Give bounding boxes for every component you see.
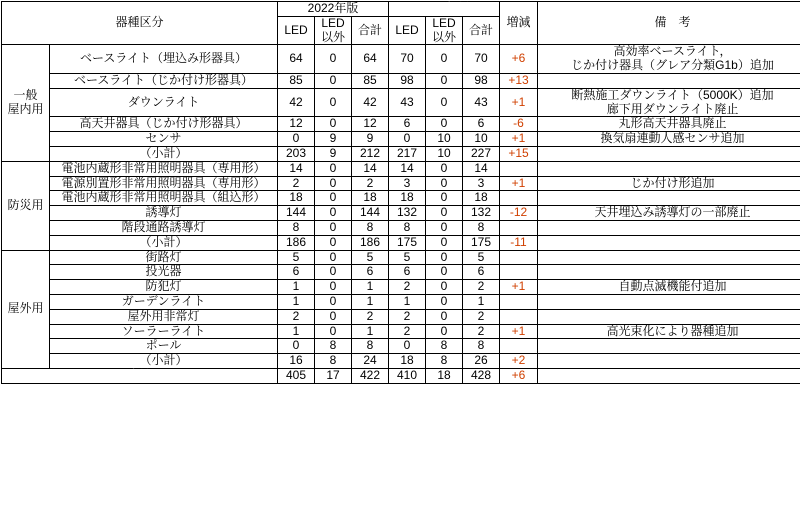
- v-2025-led: 2: [389, 280, 426, 295]
- v-note: [538, 265, 800, 280]
- v-2022-led: 1: [278, 294, 315, 309]
- v-2022-nonled: 0: [315, 161, 352, 176]
- table-row: [2, 294, 800, 309]
- v-2022-total: 64: [352, 45, 389, 74]
- v-2022-led: 0: [278, 339, 315, 354]
- header-2022-total: 合計: [352, 16, 389, 45]
- v-2025-total: 98: [463, 73, 500, 88]
- v-2025-led: 70: [389, 45, 426, 74]
- v-2025-nonled: 0: [426, 280, 463, 295]
- v-2022-led: 16: [278, 354, 315, 369]
- v-2025-nonled: 0: [426, 324, 463, 339]
- v-note: [538, 294, 800, 309]
- v-2022-total: 9: [352, 132, 389, 147]
- v-2022-led: 14: [278, 161, 315, 176]
- v-2022-nonled: 0: [315, 294, 352, 309]
- v-2022-total: 1: [352, 324, 389, 339]
- v-2025-nonled: 10: [426, 146, 463, 161]
- v-note: じか付け形追加: [538, 176, 800, 191]
- v-diff: +1: [500, 88, 538, 117]
- v-2022-nonled: 0: [315, 324, 352, 339]
- v-2025-total: 70: [463, 45, 500, 74]
- v-diff: [500, 250, 538, 265]
- v-2022-nonled: 0: [315, 176, 352, 191]
- v-2025-nonled: 0: [426, 45, 463, 74]
- v-diff: +1: [500, 132, 538, 147]
- total-diff: +6: [500, 368, 538, 383]
- v-2022-nonled: 9: [315, 132, 352, 147]
- v-2025-total: 2: [463, 280, 500, 295]
- v-2025-nonled: 0: [426, 309, 463, 324]
- v-2022-total: 1: [352, 280, 389, 295]
- total-label: 合計: [2, 368, 278, 383]
- subtotal-row: [2, 235, 800, 250]
- v-2022-total: 18: [352, 191, 389, 206]
- v-diff: +15: [500, 146, 538, 161]
- row-name: 電源別置形非常用照明器具（専用形）: [50, 176, 278, 191]
- total-2025-total: 428: [463, 368, 500, 383]
- v-diff: +6: [500, 45, 538, 74]
- v-diff: [500, 294, 538, 309]
- row-name: ポール: [50, 339, 278, 354]
- v-2022-total: 12: [352, 117, 389, 132]
- header-2022-led: LED: [278, 16, 315, 45]
- v-2025-led: 3: [389, 176, 426, 191]
- row-name: ダウンライト: [50, 88, 278, 117]
- row-name: 屋外用非常灯: [50, 309, 278, 324]
- table-row: [2, 117, 800, 132]
- v-2025-led: 5: [389, 250, 426, 265]
- v-diff: +1: [500, 176, 538, 191]
- v-2022-led: 64: [278, 45, 315, 74]
- v-2022-total: 144: [352, 206, 389, 221]
- v-2022-led: 1: [278, 280, 315, 295]
- v-2022-led: 18: [278, 191, 315, 206]
- v-2025-nonled: 0: [426, 294, 463, 309]
- v-2022-led: 203: [278, 146, 315, 161]
- row-name: （小計）: [50, 235, 278, 250]
- v-diff: -12: [500, 206, 538, 221]
- v-2025-nonled: 10: [426, 132, 463, 147]
- v-2025-nonled: 0: [426, 176, 463, 191]
- v-note: 天井埋込み誘導灯の一部廃止: [538, 206, 800, 221]
- v-2022-nonled: 0: [315, 73, 352, 88]
- v-note: [538, 339, 800, 354]
- v-2025-nonled: 0: [426, 206, 463, 221]
- v-2022-nonled: 0: [315, 280, 352, 295]
- v-diff: [500, 161, 538, 176]
- v-note: 自動点滅機能付追加: [538, 280, 800, 295]
- subtotal-row: [2, 146, 800, 161]
- table-row: [2, 88, 800, 117]
- header-category: 器種区分: [2, 2, 278, 45]
- table-row: [2, 265, 800, 280]
- v-2025-nonled: 0: [426, 161, 463, 176]
- header-diff: 増減: [500, 2, 538, 45]
- total-row: [2, 368, 800, 383]
- v-2022-total: 6: [352, 265, 389, 280]
- v-2025-nonled: 0: [426, 191, 463, 206]
- table-row: [2, 176, 800, 191]
- v-2025-total: 14: [463, 161, 500, 176]
- v-note: 高効率ベースライト， じか付け器具（グレア分類G1b）追加: [538, 45, 800, 74]
- row-name: 階段通路誘導灯: [50, 220, 278, 235]
- table-row: [2, 309, 800, 324]
- v-2025-nonled: 0: [426, 73, 463, 88]
- v-2025-led: 18: [389, 354, 426, 369]
- v-2022-nonled: 0: [315, 117, 352, 132]
- v-2022-led: 6: [278, 265, 315, 280]
- table-row: [2, 250, 800, 265]
- equipment-comparison-table: [1, 1, 800, 384]
- v-note: [538, 146, 800, 161]
- v-2022-nonled: 8: [315, 354, 352, 369]
- v-2022-led: 5: [278, 250, 315, 265]
- v-2022-led: 144: [278, 206, 315, 221]
- v-2022-led: 12: [278, 117, 315, 132]
- v-2022-nonled: 0: [315, 235, 352, 250]
- v-2025-total: 26: [463, 354, 500, 369]
- v-2022-nonled: 0: [315, 309, 352, 324]
- category-label: 一般 屋内用: [2, 45, 50, 161]
- v-2022-total: 14: [352, 161, 389, 176]
- v-note: 換気扇連動人感センサ追加: [538, 132, 800, 147]
- v-2025-total: 18: [463, 191, 500, 206]
- v-2025-nonled: 0: [426, 88, 463, 117]
- v-2022-led: 186: [278, 235, 315, 250]
- v-2025-total: 1: [463, 294, 500, 309]
- v-2022-nonled: 0: [315, 265, 352, 280]
- v-diff: [500, 265, 538, 280]
- v-2022-total: 8: [352, 339, 389, 354]
- v-2022-led: 2: [278, 176, 315, 191]
- table-row: [2, 161, 800, 176]
- v-2022-nonled: 0: [315, 45, 352, 74]
- subtotal-row: [2, 354, 800, 369]
- v-2025-led: 1: [389, 294, 426, 309]
- table-row: [2, 191, 800, 206]
- v-2022-total: 24: [352, 354, 389, 369]
- v-2025-led: 2: [389, 324, 426, 339]
- v-2025-nonled: 0: [426, 220, 463, 235]
- table-row: [2, 220, 800, 235]
- v-2025-led: 6: [389, 117, 426, 132]
- v-2025-total: 132: [463, 206, 500, 221]
- v-2022-led: 85: [278, 73, 315, 88]
- v-note: [538, 250, 800, 265]
- v-2025-led: 6: [389, 265, 426, 280]
- v-diff: -6: [500, 117, 538, 132]
- row-name: ベースライト（埋込み形器具）: [50, 45, 278, 74]
- v-note: [538, 235, 800, 250]
- table-row: [2, 73, 800, 88]
- v-2022-total: 2: [352, 176, 389, 191]
- v-2025-led: 18: [389, 191, 426, 206]
- v-note: 断熱施工ダウンライト（5000K）追加 廊下用ダウンライト廃止: [538, 88, 800, 117]
- row-name: ガーデンライト: [50, 294, 278, 309]
- row-name: （小計）: [50, 354, 278, 369]
- v-2022-nonled: 8: [315, 339, 352, 354]
- header-2022-nonled: LED 以外: [315, 16, 352, 45]
- row-name: 投光器: [50, 265, 278, 280]
- v-2022-nonled: 0: [315, 250, 352, 265]
- v-note: [538, 161, 800, 176]
- v-2022-led: 42: [278, 88, 315, 117]
- v-2025-total: 8: [463, 220, 500, 235]
- v-2025-led: 175: [389, 235, 426, 250]
- row-name: センサ: [50, 132, 278, 147]
- row-name: （小計）: [50, 146, 278, 161]
- v-2025-nonled: 0: [426, 117, 463, 132]
- v-2025-nonled: 0: [426, 265, 463, 280]
- v-2022-total: 8: [352, 220, 389, 235]
- v-2022-led: 8: [278, 220, 315, 235]
- v-diff: [500, 339, 538, 354]
- v-diff: +13: [500, 73, 538, 88]
- v-2022-total: 42: [352, 88, 389, 117]
- v-2025-led: 0: [389, 339, 426, 354]
- category-label: 屋外用: [2, 250, 50, 368]
- header-group-2025: 2025年版: [389, 2, 500, 17]
- v-2022-total: 186: [352, 235, 389, 250]
- v-2025-total: 6: [463, 265, 500, 280]
- v-2025-led: 8: [389, 220, 426, 235]
- v-2025-nonled: 8: [426, 339, 463, 354]
- row-name: 高天井器具（じか付け形器具）: [50, 117, 278, 132]
- v-2025-led: 14: [389, 161, 426, 176]
- v-2025-total: 10: [463, 132, 500, 147]
- total-note: [538, 368, 800, 383]
- v-2022-nonled: 9: [315, 146, 352, 161]
- header-note: 備 考: [538, 2, 800, 45]
- header-2025-total: 合計: [463, 16, 500, 45]
- v-2025-total: 227: [463, 146, 500, 161]
- v-2022-nonled: 0: [315, 191, 352, 206]
- v-diff: +1: [500, 324, 538, 339]
- row-name: 誘導灯: [50, 206, 278, 221]
- v-2025-led: 217: [389, 146, 426, 161]
- v-2025-total: 5: [463, 250, 500, 265]
- v-diff: +1: [500, 280, 538, 295]
- v-2025-total: 43: [463, 88, 500, 117]
- row-name: 街路灯: [50, 250, 278, 265]
- v-2022-total: 212: [352, 146, 389, 161]
- v-diff: [500, 220, 538, 235]
- row-name: 電池内蔵形非常用照明器具（組込形）: [50, 191, 278, 206]
- v-diff: [500, 309, 538, 324]
- v-2025-nonled: 0: [426, 250, 463, 265]
- v-2022-total: 2: [352, 309, 389, 324]
- v-2022-total: 85: [352, 73, 389, 88]
- category-label: 防災用: [2, 161, 50, 250]
- v-2025-led: 98: [389, 73, 426, 88]
- v-note: 高光束化により器種追加: [538, 324, 800, 339]
- v-diff: +2: [500, 354, 538, 369]
- total-2022-total: 422: [352, 368, 389, 383]
- total-2025-led: 410: [389, 368, 426, 383]
- total-2022-nonled: 17: [315, 368, 352, 383]
- total-2022-led: 405: [278, 368, 315, 383]
- table-row: [2, 45, 800, 74]
- row-name: 防犯灯: [50, 280, 278, 295]
- v-2022-total: 5: [352, 250, 389, 265]
- v-note: [538, 73, 800, 88]
- table-row: [2, 339, 800, 354]
- header-row-groups: [2, 2, 800, 17]
- v-note: 丸形高天井器具廃止: [538, 117, 800, 132]
- v-2025-total: 8: [463, 339, 500, 354]
- v-2025-nonled: 8: [426, 354, 463, 369]
- v-2025-total: 2: [463, 324, 500, 339]
- v-2025-led: 43: [389, 88, 426, 117]
- v-diff: [500, 191, 538, 206]
- v-2025-led: 132: [389, 206, 426, 221]
- v-2022-led: 2: [278, 309, 315, 324]
- v-2022-nonled: 0: [315, 88, 352, 117]
- table-row: [2, 324, 800, 339]
- total-2025-nonled: 18: [426, 368, 463, 383]
- row-name: ソーラーライト: [50, 324, 278, 339]
- v-2025-total: 175: [463, 235, 500, 250]
- row-name: 電池内蔵形非常用照明器具（専用形）: [50, 161, 278, 176]
- v-2022-nonled: 0: [315, 220, 352, 235]
- row-name: ベースライト（じか付け形器具）: [50, 73, 278, 88]
- v-diff: -11: [500, 235, 538, 250]
- v-note: [538, 220, 800, 235]
- header-group-2022: 2022年版: [278, 2, 389, 17]
- v-2025-total: 3: [463, 176, 500, 191]
- v-note: [538, 191, 800, 206]
- header-2025-led: LED: [389, 16, 426, 45]
- table-row: [2, 206, 800, 221]
- v-2025-total: 6: [463, 117, 500, 132]
- v-2022-led: 1: [278, 324, 315, 339]
- table-row: [2, 132, 800, 147]
- v-2025-led: 0: [389, 132, 426, 147]
- v-2025-led: 2: [389, 309, 426, 324]
- table-row: [2, 280, 800, 295]
- v-note: [538, 354, 800, 369]
- v-2022-led: 0: [278, 132, 315, 147]
- v-2025-nonled: 0: [426, 235, 463, 250]
- v-2022-total: 1: [352, 294, 389, 309]
- header-2025-nonled: LED 以外: [426, 16, 463, 45]
- v-note: [538, 309, 800, 324]
- v-2025-total: 2: [463, 309, 500, 324]
- v-2022-nonled: 0: [315, 206, 352, 221]
